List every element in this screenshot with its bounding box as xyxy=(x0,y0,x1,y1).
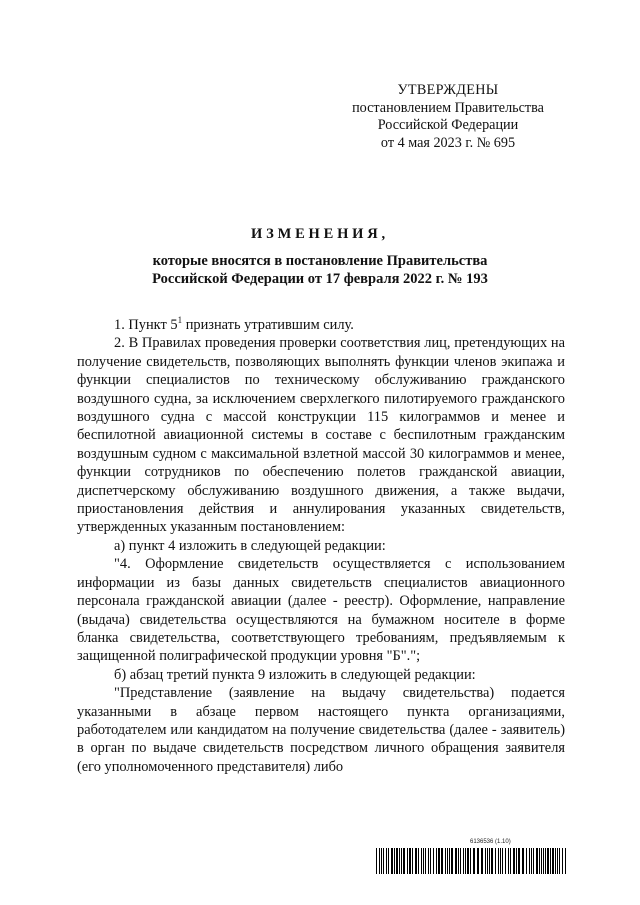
paragraph-3: а) пункт 4 изложить в следующей редакции: xyxy=(114,537,386,554)
paragraph-5: б) абзац третий пункта 9 изложить в следующей редакции: xyxy=(114,666,476,683)
document-code: 6136536 (1.10) xyxy=(470,839,511,845)
paragraph-1-rest: признать утратившим силу. xyxy=(185,317,354,333)
approval-line-government: Российской Федерации xyxy=(377,117,519,134)
paragraph-4: "4. Оформление свидетельств осуществляется с использованием информации из базы данных свидетельств специалистов авиационного персонала гражданской авиации (далее - реестр). Оформление, направление (выдача) свидетельства осуществляются на бумажном носителе в форме бланка свидетельства, соответствующего требованиям, предъявляемым к защищенной полиграфической продукции уровня "Б"."; xyxy=(77,556,565,665)
approval-stamp xyxy=(328,82,568,152)
approval-title: УТВЕРЖДЕНЫ xyxy=(397,82,499,98)
paragraph-1 xyxy=(77,311,565,334)
approval-line-date: от 4 мая 2023 г. № 695 xyxy=(380,134,516,151)
heading-subtitle-line2: Российской Федерации от 17 февраля 2022 г. № 193 xyxy=(152,271,488,287)
heading-subtitle-line1: которые вносятся в постановление Правительства xyxy=(152,253,488,269)
paragraph-1-lead: 1. Пункт 5 xyxy=(114,317,178,333)
document-body xyxy=(77,311,565,776)
barcode-icon xyxy=(376,848,567,874)
heading-title: ИЗМЕНЕНИЯ, xyxy=(251,226,389,242)
paragraph-1-superscript: 1 xyxy=(177,315,183,325)
approval-line-resolution: постановлением Правительства xyxy=(352,99,544,116)
paragraph-2: 2. В Правилах проведения проверки соответствия лиц, претендующих на получение свидетельств, позволяющих выполнять функции членов экипажа и функции специалистов по техническому обслуживанию гражданского воздушного судна, за исключением сверхлегкого пилотируемого гражданского воздушного судна с массой конструкции 115 килограммов и менее и беспилотной авиационной системы в составе с беспилотным гражданским воздушным судном с максимальной взлетной массой 30 килограммов и менее, функции сотрудников по обеспечению полетов гражданской авиации, диспетчерскому обслуживанию воздушного движения, а также выдачи, приостановления действия и аннулирования указанных свидетельств, утвержденных указанным постановлением: xyxy=(77,335,565,536)
document-heading xyxy=(60,225,580,288)
paragraph-6: "Представление (заявление на выдачу свидетельства) подается указанными в абзаце первом настоящего пункта организациями, работодателем или кандидатом на получение свидетельства (далее - заявитель) в орган по выдаче свидетельств посредством личного обращения заявителя (его уполномоченного представителя) либо xyxy=(77,685,565,775)
